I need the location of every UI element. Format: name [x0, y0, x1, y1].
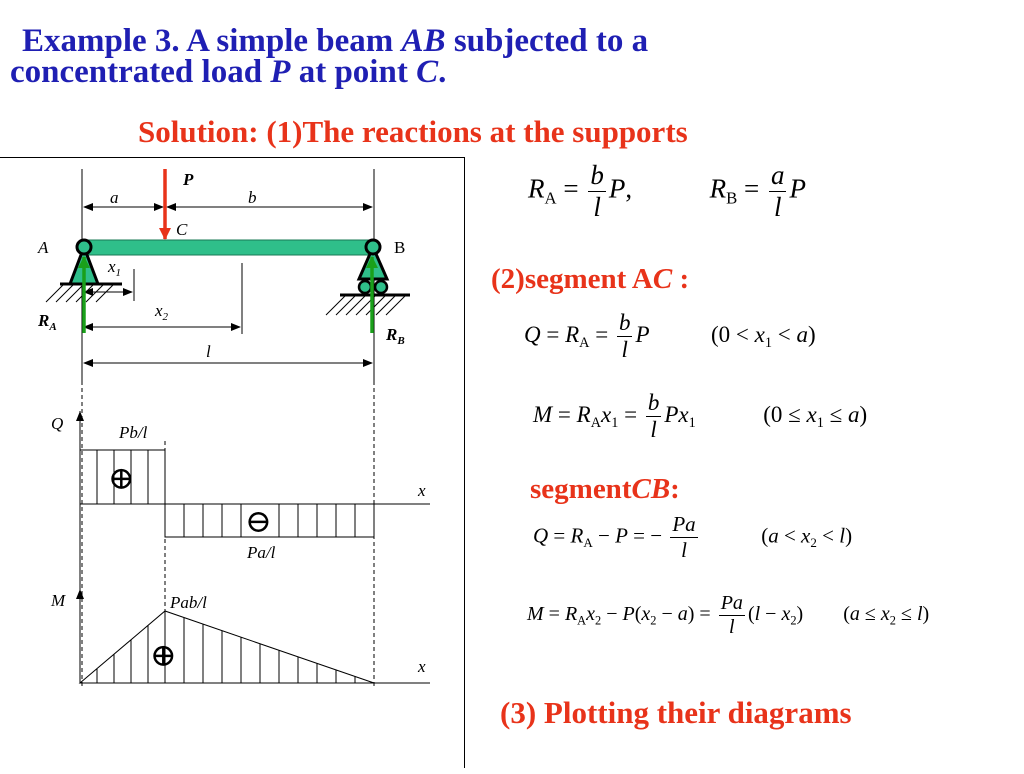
- moment-equation-cb: $M = R_Ax_2 - P(x_2 - a)$ = $\frac{Pa}{l}$ $(l - x_2)$ $(a \le x_2 \le l)$: [527, 592, 930, 638]
- point-label-c: C: [176, 220, 188, 239]
- shear-diagram: [51, 411, 430, 606]
- span-label-l: l: [206, 342, 211, 361]
- moment-diagram: [50, 589, 430, 683]
- title-text: at point: [290, 54, 417, 90]
- plus-sign-icon: ⊕: [150, 637, 177, 673]
- m-max-value: Pab/l: [170, 593, 207, 612]
- page-title: [22, 23, 649, 59]
- dim-label-b: b: [248, 188, 257, 207]
- segment-cb-heading: [530, 473, 680, 506]
- reaction-label-ra: $R_A$: [38, 311, 57, 333]
- coord-label-x1: $x_1$: [108, 257, 122, 279]
- shear-equation-ac: $Q = R_A$ = $\frac{b}{l}$ P $(0 < x_1 < a)$: [524, 310, 816, 362]
- minus-sign-icon: ⊖: [245, 503, 272, 539]
- moment-equation-ac: $M = R_Ax_1$ = $\frac{b}{l}$ $Px_1$ $(0 \le x_1 \le a)$: [533, 390, 868, 442]
- title-point-name: C: [416, 54, 439, 90]
- page-title-line2: [10, 54, 447, 90]
- title-text: .: [438, 54, 447, 90]
- point-label-b: B: [394, 238, 406, 257]
- heading-text: segment: [530, 473, 632, 505]
- m-axis-label: M: [51, 591, 66, 610]
- reaction-equations: $R_A$ = $\frac{b}{l}$ P, $R_B$ = $\frac{a}{l}$ P: [528, 160, 806, 222]
- beam-diagram: [0, 158, 465, 769]
- dim-label-a: a: [110, 188, 119, 207]
- title-text: subjected to a: [445, 23, 649, 59]
- heading-text: :: [670, 473, 680, 505]
- point-label-a: A: [38, 238, 49, 257]
- title-text: Example 3. A simple beam: [22, 23, 402, 59]
- m-axis-arrow: [76, 589, 84, 599]
- beam: [84, 240, 374, 255]
- heading-text: :: [672, 263, 690, 295]
- reaction-label-rb: $R_B$: [386, 325, 405, 347]
- coord-label-x2: $x_2$: [155, 301, 169, 323]
- step3-heading: (3) Plotting their diagrams: [500, 695, 852, 730]
- dimension-lines: [82, 169, 374, 381]
- heading-text: (2)segment A: [491, 263, 653, 295]
- solution-step1-heading: Solution: (1)The reactions at the supports: [138, 114, 688, 149]
- q-positive-value: Pb/l: [119, 423, 148, 442]
- heading-point: C: [652, 263, 673, 295]
- q-negative-value: Pa/l: [247, 543, 276, 562]
- plus-sign-icon: ⊕: [108, 460, 135, 496]
- q-axis-arrow: [76, 411, 84, 421]
- diagram-panel: [0, 157, 465, 768]
- segment-ac-heading: [491, 263, 689, 296]
- load-label-p: P: [183, 170, 194, 189]
- q-axis-label: Q: [51, 414, 64, 433]
- title-text: concentrated load: [10, 54, 271, 90]
- q-x-axis-label: x: [418, 481, 426, 500]
- shear-equation-cb: $Q = R_A - P$ = − $\frac{Pa}{l}$ $(a < x_2 < l)$: [533, 512, 853, 562]
- moment-triangle: [80, 611, 374, 683]
- heading-segment: CB: [631, 473, 671, 505]
- title-load-name: P: [270, 54, 291, 90]
- m-x-axis-label: x: [418, 657, 426, 676]
- title-beam-name: AB: [401, 23, 446, 59]
